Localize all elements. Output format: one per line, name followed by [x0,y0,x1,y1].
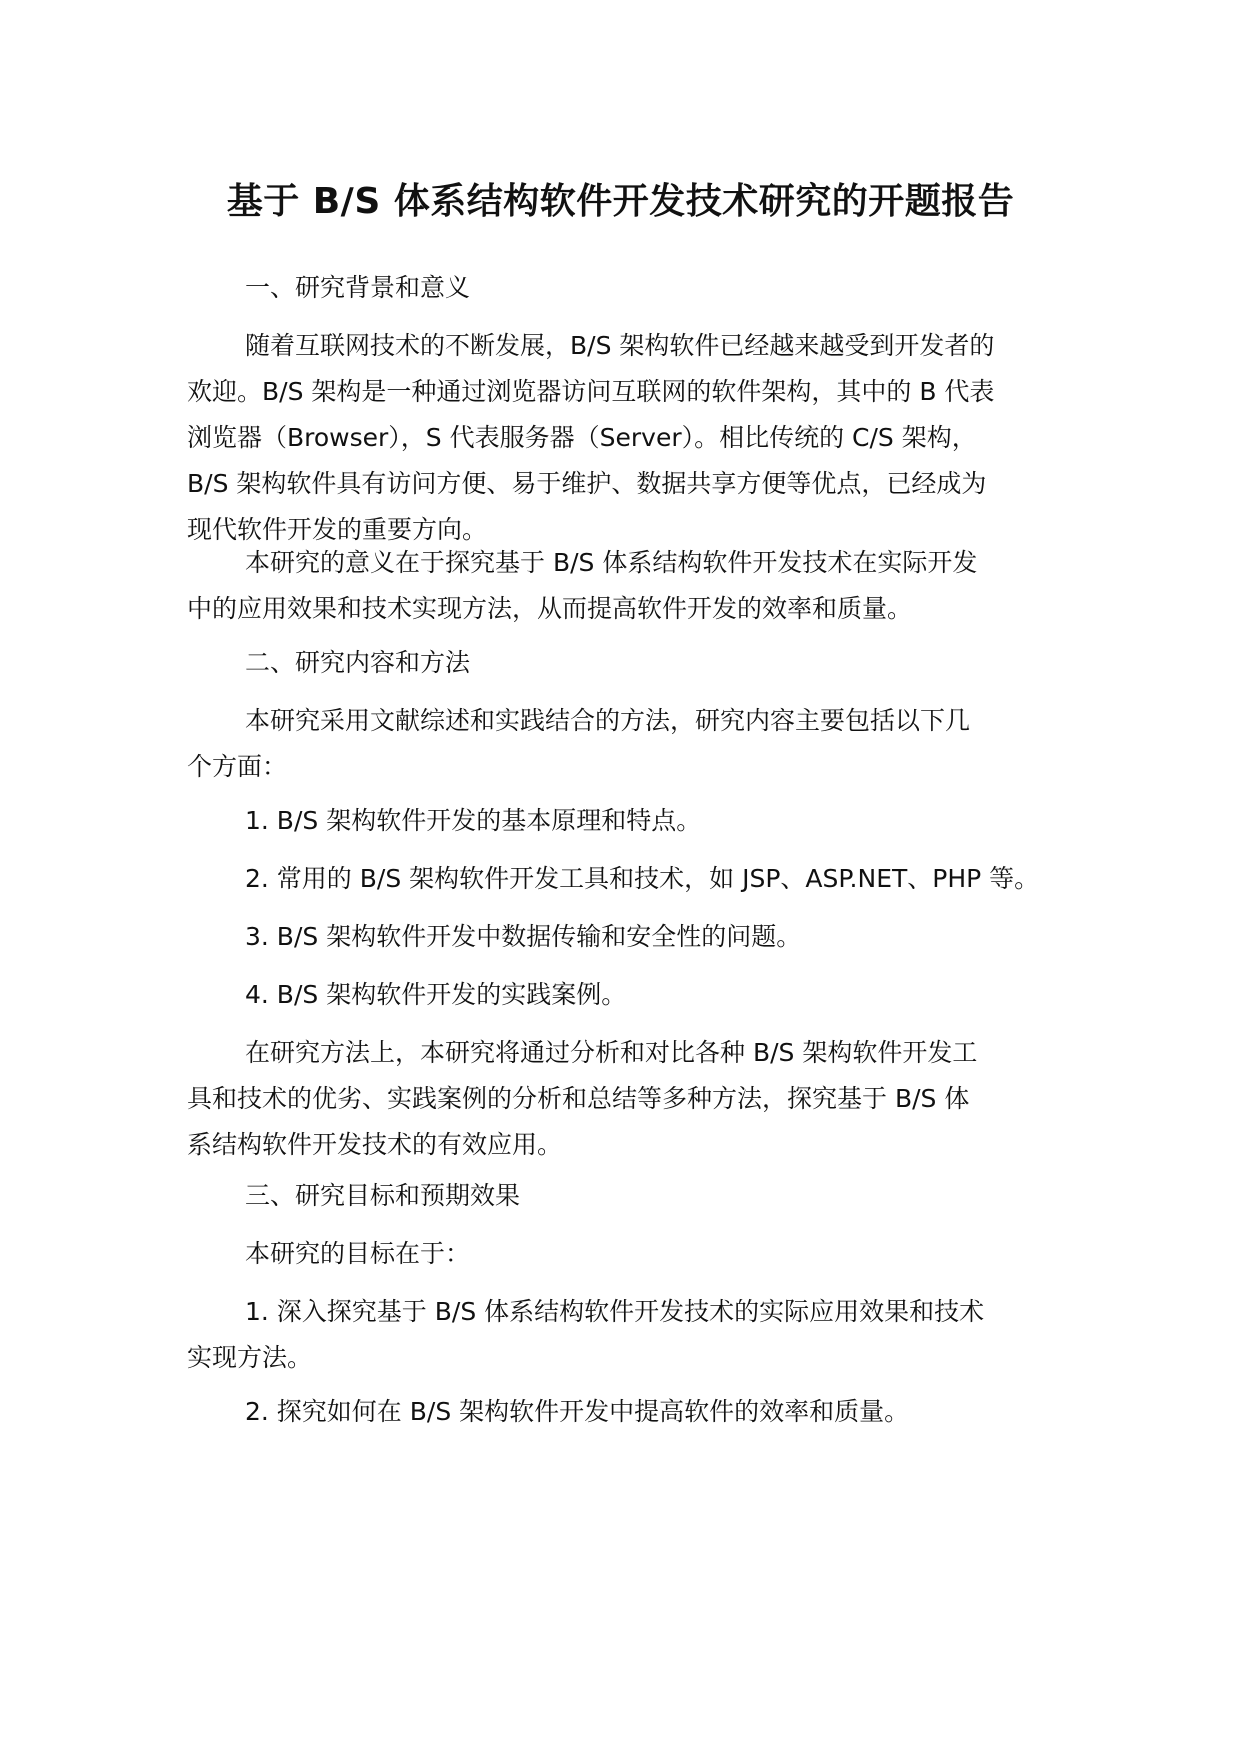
list-item: 2. 探究如何在 B/S 架构软件开发中提高软件的效率和质量。 [245,1397,910,1426]
section-heading-goals: 三、研究目标和预期效果 [245,1181,521,1210]
list-item: 2. 常用的 B/S 架构软件开发工具和技术，如 JSP、ASP.NET、PHP 等。 [245,864,1040,893]
section-heading-background: 一、研究背景和意义 [245,273,471,302]
list-item: 1. 深入探究基于 B/S 体系结构软件开发技术的实际应用效果和技术 实现方法。 [187,1297,985,1372]
document-title: 基于 B/S 体系结构软件开发技术研究的开题报告 [226,181,1015,222]
list-item: 3. B/S 架构软件开发中数据传输和安全性的问题。 [245,922,802,951]
paragraph-method: 在研究方法上，本研究将通过分析和对比各种 B/S 架构软件开发工 具和技术的优劣、实践案例的分析和总结等多种方法，探究基于 B/S 体 系结构软件开发技术的有效应用。 [187,1038,978,1159]
paragraph-content-intro: 本研究采用文献综述和实践结合的方法，研究内容主要包括以下几 个方面： [187,706,971,781]
paragraph-background: 随着互联网技术的不断发展，B/S 架构软件已经越来越受到开发者的 欢迎。B/S 架构是一种通过浏览器访问互联网的软件架构，其中的 B 代表 浏览器（Browser），S 代表服务器（Server）。相比传统的 C/S 架构， B/S 架构软件具有访问方便、易于维护、数据共享方便等优点，已经成为 现代软件开发的重要方向。 [187,331,995,544]
paragraph-goals-intro: 本研究的目标在于： [245,1239,471,1268]
section-heading-content-method: 二、研究内容和方法 [245,648,471,677]
paragraph-significance: 本研究的意义在于探究基于 B/S 体系结构软件开发技术在实际开发 中的应用效果和技术实现方法，从而提高软件开发的效率和质量。 [187,548,978,623]
list-item: 4. B/S 架构软件开发的实践案例。 [245,980,627,1009]
list-item: 1. B/S 架构软件开发的基本原理和特点。 [245,806,702,835]
